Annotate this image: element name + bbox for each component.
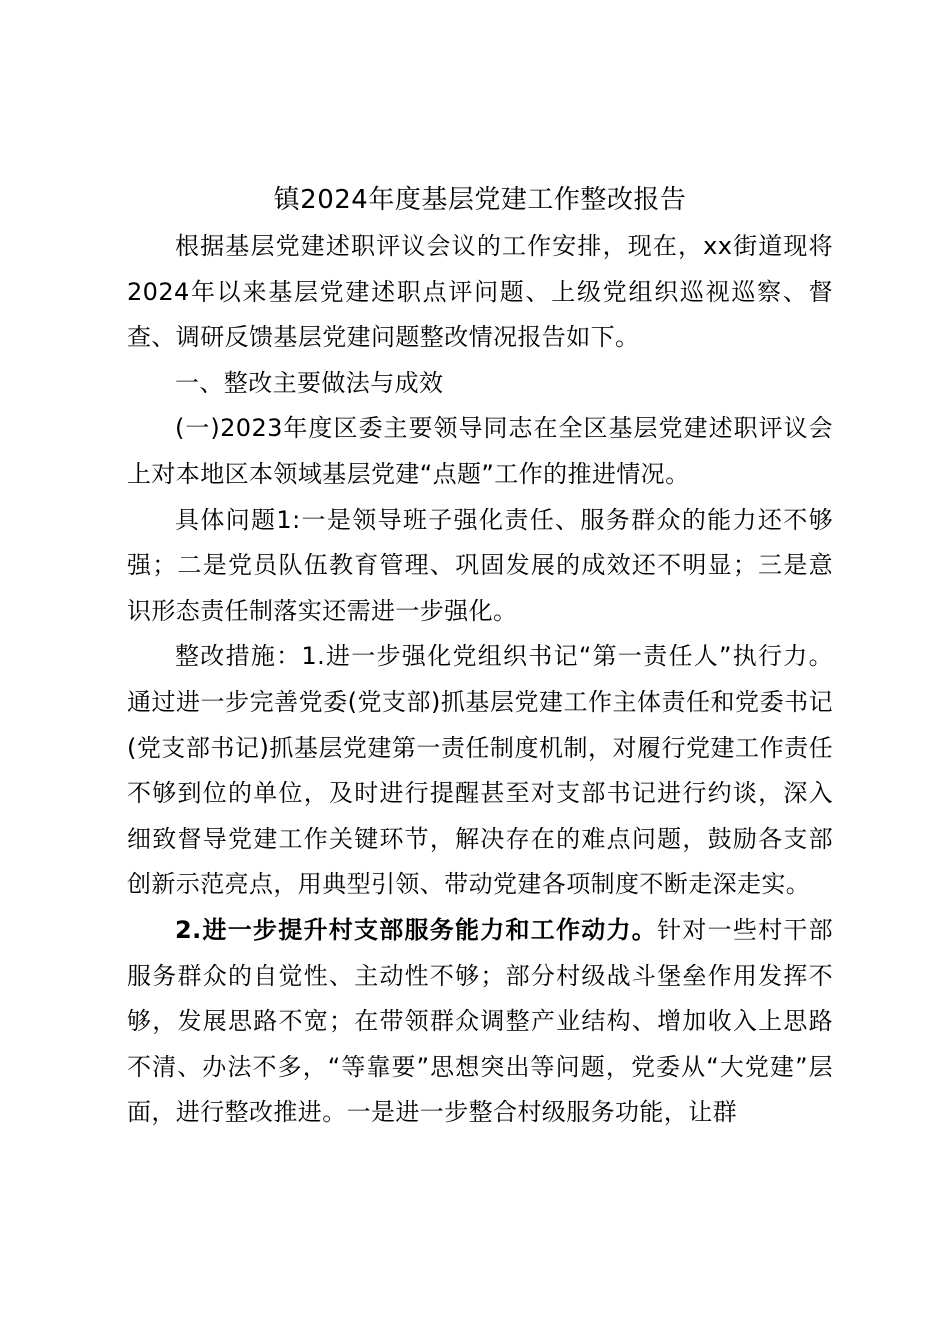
measures-paragraph: 整改措施：1.进一步强化党组织书记“第一责任人”执行力。通过进一步完善党委(党支部)抓基层党建工作主体责任和党委书记(党支部书记)抓基层党建第一责任制度机制，对履行党建工作责任不够到位的单位，及时进行提醒甚至对支部书记进行约谈，深入细致督导党建工作关键环节，解决存在的难点问题，鼓励各支部创新示范亮点，用典型引领、带动党建各项制度不断走深走实。 [127,642,833,899]
document-page [127,178,833,1136]
item-paragraph: (一)2023年度区委主要领导同志在全区基层党建述职评议会上对本地区本领域基层党建“点题”工作的推进情况。 [127,414,833,488]
problem-paragraph: 具体问题1:一是领导班子强化责任、服务群众的能力还不够强；二是党员队伍教育管理、巩固发展的成效还不明显；三是意识形态责任制落实还需进一步强化。 [127,505,833,625]
section-heading: 一、整改主要做法与成效 [175,368,444,397]
measure2-paragraph [127,908,833,1136]
intro-paragraph: 根据基层党建述职评议会议的工作安排，现在，xx街道现将2024年以来基层党建述职点评问题、上级党组织巡视巡察、督查、调研反馈基层党建问题整改情况报告如下。 [127,232,833,352]
measure2-heading: 2.进一步提升村支部服务能力和工作动力。 [175,915,658,944]
document-title: 镇2024年度基层党建工作整改报告 [273,185,687,215]
measure2-body: 针对一些村干部服务群众的自觉性、主动性不够；部分村级战斗堡垒作用发挥不够，发展思路不宽；在带领群众调整产业结构、增加收入上思路不清、办法不多，“等靠要”思想突出等问题，党委从“大党建”层面，进行整改推进。一是进一步整合村级服务功能，让群 [127,915,833,1127]
